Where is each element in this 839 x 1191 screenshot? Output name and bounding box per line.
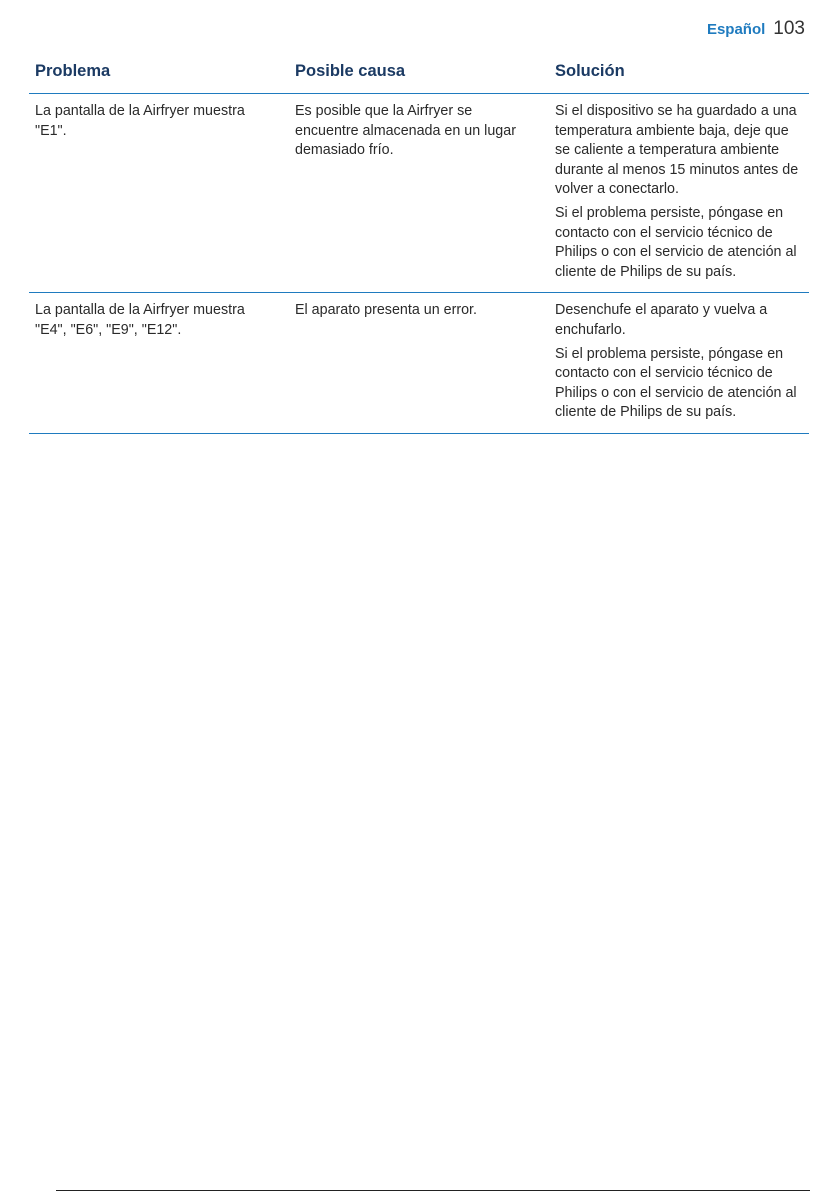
cause-cell — [289, 102, 549, 282]
problem-cell — [29, 102, 289, 282]
column-header-problem: Problema — [35, 62, 111, 80]
solution-paragraph: Si el dispositivo se ha guardado a una temperatura ambiente baja, deje que se caliente a temperatura ambiente durante al menos 15 minutos antes de volver a conectarlo. — [555, 103, 799, 198]
table-row — [29, 293, 809, 434]
section-language: Español — [706, 21, 766, 38]
cause-text: Es posible que la Airfryer se encuentre almacenada en un lugar demasiado frío. — [295, 103, 516, 159]
table-row — [29, 94, 809, 293]
troubleshooting-table — [29, 62, 809, 434]
problem-cell — [29, 301, 289, 423]
solution-paragraph: Desenchufe el aparato y vuelva a enchufarlo. — [555, 302, 768, 338]
cause-text: El aparato presenta un error. — [295, 302, 477, 319]
solution-paragraph: Si el problema persiste, póngase en contacto con el servicio técnico de Philips o con el servicio de atención al cliente de Philips de su país. — [555, 345, 797, 421]
table-header-row — [29, 62, 809, 94]
problem-text: La pantalla de la Airfryer muestra "E1". — [35, 103, 245, 139]
page-number: 103 — [773, 18, 805, 39]
solution-cell — [549, 301, 809, 423]
column-header-solution: Solución — [555, 62, 625, 80]
problem-text: La pantalla de la Airfryer muestra "E4", "E6", "E9", "E12". — [35, 302, 245, 338]
page-header — [707, 18, 805, 40]
solution-paragraph: Si el problema persiste, póngase en contacto con el servicio técnico de Philips o con el servicio de atención al cliente de Philips de su país. — [555, 204, 797, 280]
column-header-cause: Posible causa — [295, 62, 406, 80]
cause-cell — [289, 301, 549, 423]
solution-cell — [549, 102, 809, 282]
